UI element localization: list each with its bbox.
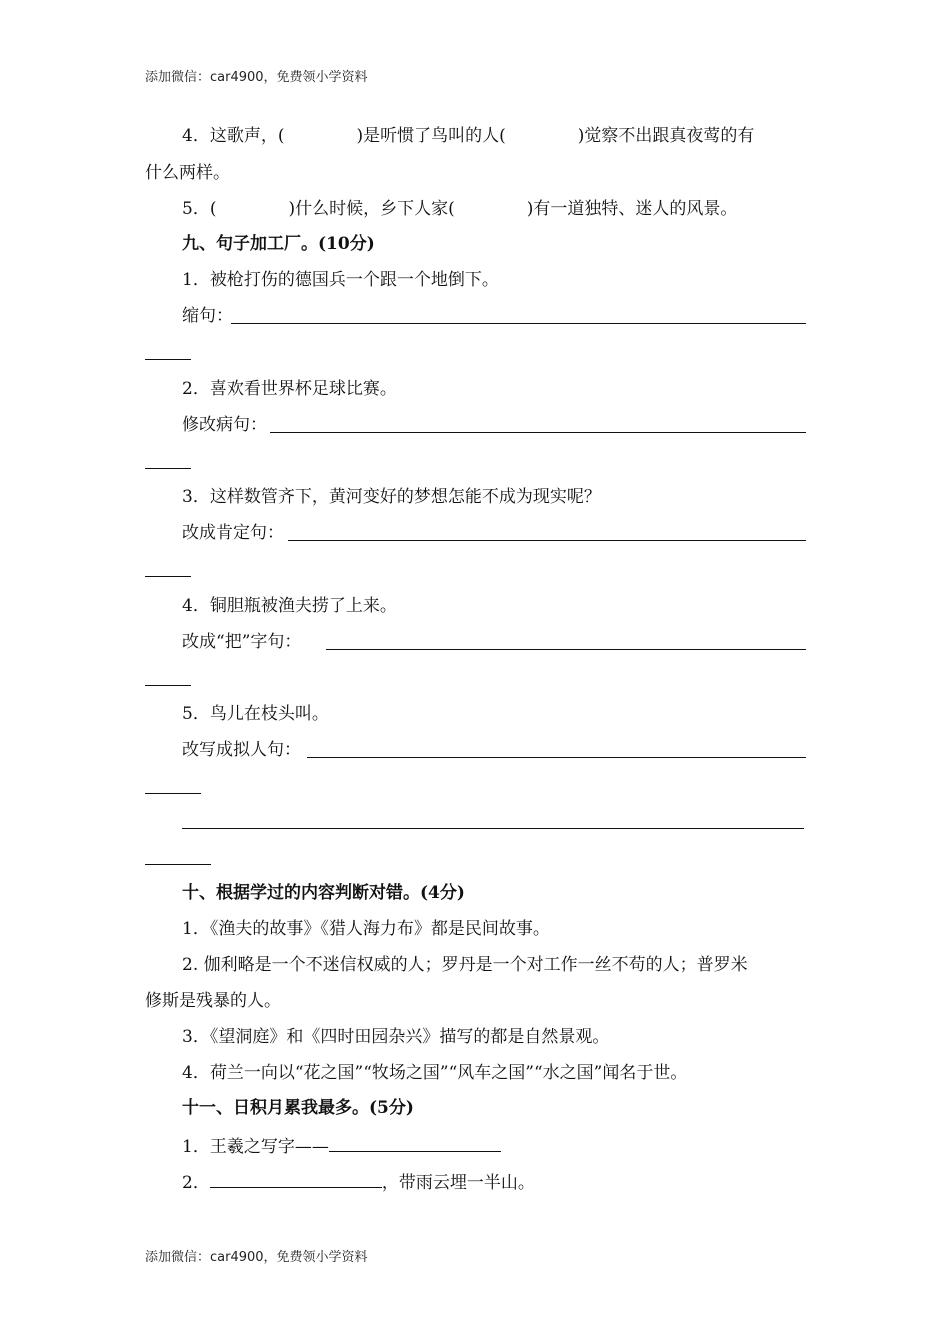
- answer-line-9-3-wrap[interactable]: [145, 576, 191, 577]
- answer-line-9-5-wrap[interactable]: [145, 793, 201, 794]
- answer-label-9-2: 修改病句：: [182, 415, 267, 435]
- answer-line-9-1[interactable]: [231, 323, 806, 324]
- question-10-1: 1．《渔夫的故事》《猎人海力布》都是民间故事。: [182, 919, 550, 939]
- answer-line-9-5-extra-wrap[interactable]: [145, 864, 211, 865]
- question-9-5: 5．鸟儿在枝头叫。: [182, 704, 329, 724]
- answer-blank-11-1[interactable]: [329, 1133, 501, 1152]
- question-10-4: 4．荷兰一向以“花之国”“牧场之国”“风车之国”“水之国”闻名于世。: [182, 1063, 688, 1083]
- question-8-4: 4．这歌声，( )是听惯了鸟叫的人( )觉察不出跟真夜莺的有: [182, 126, 755, 146]
- question-10-3: 3．《望洞庭》和《四时田园杂兴》描写的都是自然景观。: [182, 1027, 610, 1047]
- answer-label-9-3: 改成肯定句：: [182, 523, 284, 543]
- answer-line-9-1-wrap[interactable]: [145, 359, 191, 360]
- question-9-4: 4．铜胆瓶被渔夫捞了上来。: [182, 596, 397, 616]
- answer-line-9-4-wrap[interactable]: [145, 685, 191, 686]
- answer-line-9-5-extra[interactable]: [182, 828, 804, 829]
- answer-label-9-4: 改成“把”字句：: [182, 632, 302, 652]
- question-8-5: 5．( )什么时候，乡下人家( )有一道独特、迷人的风景。: [182, 199, 738, 219]
- question-9-3: 3．这样数管齐下，黄河变好的梦想怎能不成为现实呢？: [182, 487, 601, 507]
- section-10-title: 十、根据学过的内容判断对错。(4分): [182, 883, 465, 903]
- answer-line-9-3[interactable]: [288, 540, 806, 541]
- answer-line-9-2[interactable]: [270, 432, 806, 433]
- answer-label-9-5: 改写成拟人句：: [182, 740, 301, 760]
- section-11-title: 十一、日积月累我最多。(5分): [182, 1098, 414, 1118]
- question-9-1: 1．被枪打伤的德国兵一个跟一个地倒下。: [182, 270, 499, 290]
- answer-label-9-1: 缩句：: [182, 306, 233, 326]
- answer-line-9-2-wrap[interactable]: [145, 468, 191, 469]
- answer-blank-11-2[interactable]: [210, 1169, 382, 1188]
- answer-line-9-5[interactable]: [307, 757, 806, 758]
- question-10-2-continued: 修斯是残暴的人。: [145, 991, 281, 1011]
- section-9-title: 九、句子加工厂。(10分): [182, 234, 375, 254]
- page-header: 添加微信：car4900，免费领小学资料: [145, 70, 368, 85]
- question-11-2: 2． ，带雨云埋一半山。: [182, 1169, 535, 1194]
- question-10-2: 2. 伽利略是一个不迷信权威的人；罗丹是一个对工作一丝不苟的人；普罗米: [182, 955, 748, 975]
- question-8-4-continued: 什么两样。: [145, 163, 230, 183]
- page-footer: 添加微信：car4900，免费领小学资料: [145, 1250, 368, 1265]
- question-11-1: 1．王羲之写字——: [182, 1133, 501, 1158]
- question-9-2: 2．喜欢看世界杯足球比赛。: [182, 379, 397, 399]
- answer-line-9-4[interactable]: [326, 649, 806, 650]
